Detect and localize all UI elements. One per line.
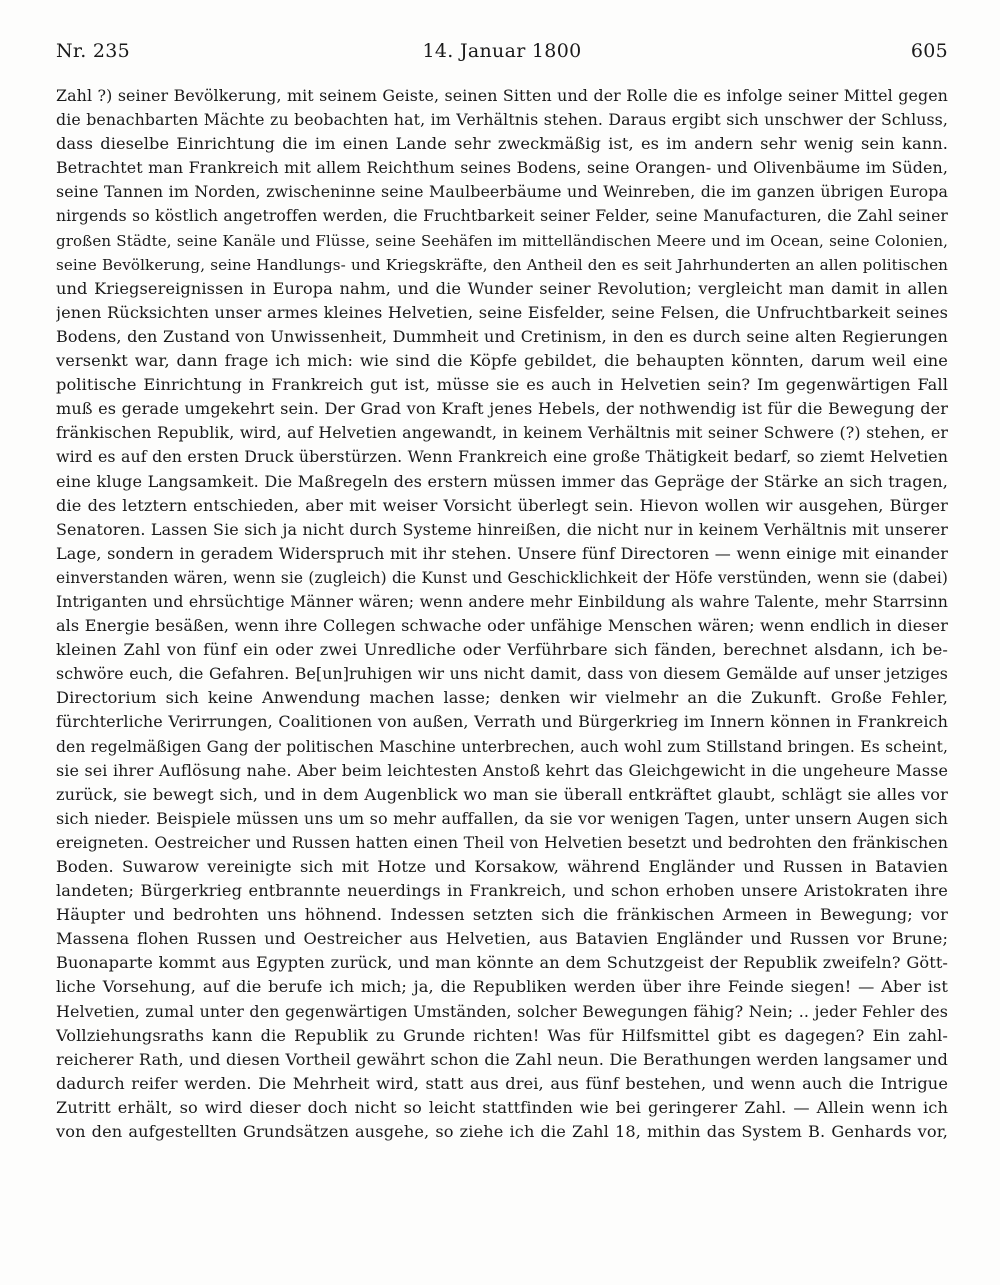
text-line: und Kriegsereignissen in Europa nahm, und die Wunder seiner Revolution; vergleicht man damit in allen bbox=[56, 278, 948, 298]
text-line: Bodens, den Zustand von Unwissenheit, Dummheit und Cretinism, in den es durch seine alten Regierungen bbox=[56, 326, 948, 346]
text-line: Boden. Suwarow vereinigte sich mit Hotze und Korsakow, während Engländer und Russen in Batavien bbox=[56, 857, 948, 876]
text-line: ereigneten. Oestreicher und Russen hatten einen Theil von Helvetien besetzt und bedrohten den fränkischen bbox=[56, 832, 948, 852]
text-line: sich nieder. Beispiele müssen uns um so mehr auffallen, da sie vor wenigen Tagen, unter unsern Augen sich bbox=[56, 808, 948, 828]
text-line: Lage, sondern in geradem Widerspruch mit ihr stehen. Unsere fünf Directoren — wenn einige mit einander bbox=[56, 543, 948, 563]
text-line: eine kluge Langsamkeit. Die Maßregeln des erstern müssen immer das Gepräge der Stärke an sich tragen, bbox=[56, 471, 948, 491]
text-line: sie sei ihrer Auflösung nahe. Aber beim leichtesten Anstoß kehrt das Gleichgewicht in die ungeheure Masse bbox=[56, 760, 948, 780]
text-line: Senatoren. Lassen Sie sich ja nicht durch Systeme hinreißen, die nicht nur in keinem Verhältnis mit unserer bbox=[56, 519, 948, 539]
text-line: Betrachtet man Frankreich mit allem Reichthum seines Bodens, seine Orangen- und Olivenbäume im Süden, bbox=[56, 158, 948, 178]
text-line: Häupter und bedrohten uns höhnend. Indessen setzten sich die fränkischen Armeen in Bewegung; vor bbox=[56, 905, 948, 925]
text-line: schwöre euch, die Gefahren. Be[un]ruhigen wir uns nicht damit, dass von diesem Gemälde auf unser jetziges bbox=[56, 664, 948, 684]
page-number: 605 bbox=[910, 40, 948, 62]
text-line: kleinen Zahl von fünf ein oder zwei Unredliche oder Verführbare sich fänden, berechnet alsdann, ich be- bbox=[56, 640, 948, 660]
text-line: großen Städte, seine Kanäle und Flüsse, seine Seehäfen im mittelländischen Meere und im Ocean, seine Colonien, bbox=[56, 231, 948, 250]
text-line: muß es gerade umgekehrt sein. Der Grad von Kraft jenes Hebels, der nothwendig ist für die Bewegung der bbox=[56, 399, 948, 419]
text-line: fränkischen Republik, wird, auf Helvetien angewandt, in keinem Verhältnis mit seiner Schwere (?) stehen, er bbox=[56, 423, 948, 443]
text-line: seine Tannen im Norden, zwischeninne seine Maulbeerbäume und Weinreben, die im ganzen übrigen Europa bbox=[56, 182, 948, 202]
text-line: die benachbarten Mächte zu beobachten hat, im Verhältnis stehen. Daraus ergibt sich unschwer der Schluss, bbox=[56, 110, 948, 130]
text-line: versenkt war, dann frage ich mich: wie sind die Köpfe gebildet, die behaupten könnten, darum weil eine bbox=[56, 351, 948, 371]
text-line: Directorium sich keine Anwendung machen lasse; denken wir vielmehr an die Zukunft. Große Fehler, bbox=[56, 688, 948, 708]
text-line: Zutritt erhält, so wird dieser doch nicht so leicht stattfinden wie bei geringerer Zahl. — Allein wenn ich bbox=[56, 1097, 948, 1117]
text-line: zurück, sie bewegt sich, und in dem Augenblick wo man sie überall entkräftet glaubt, schlägt sie alles vor bbox=[56, 784, 948, 804]
text-line: reicherer Rath, und diesen Vortheil gewährt schon die Zahl neun. Die Berathungen werden langsamer und bbox=[56, 1049, 948, 1069]
text-line: dass dieselbe Einrichtung die im einen Lande sehr zweckmäßig ist, es im andern sehr wenig sein kann. bbox=[56, 134, 948, 154]
text-line: Zahl ?) seiner Bevölkerung, mit seinem Geiste, seinen Sitten und der Rolle die es infolge seiner Mittel gegen bbox=[56, 86, 948, 105]
text-line: einverstanden wären, wenn sie (zugleich) die Kunst und Geschicklichkeit der Höfe verstünden, wenn sie (dabei) bbox=[56, 568, 948, 587]
text-line: Intriganten und ehrsüchtige Männer wären; wenn andere mehr Einbildung als wahre Talente, mehr Starrsinn bbox=[56, 591, 948, 611]
text-line: den regelmäßigen Gang der politischen Maschine unterbrechen, auch wohl zum Stillstand bringen. Es scheint, bbox=[56, 737, 948, 756]
text-line: fürchterliche Verirrungen, Coalitionen von außen, Verrath und Bürgerkrieg im Innern können in Frankreich bbox=[56, 712, 948, 732]
text-line: wird es auf den ersten Druck überstürzen. Wenn Frankreich eine große Thätigkeit bedarf, so ziemt Helvetien bbox=[56, 447, 948, 467]
text-line: als Energie besäßen, wenn ihre Collegen schwache oder unfähige Menschen wären; wenn endlich in dieser bbox=[56, 616, 948, 636]
text-line: politische Einrichtung in Frankreich gut ist, müsse sie es auch in Helvetien sein? Im gegenwärtigen Fall bbox=[56, 375, 948, 395]
body-text bbox=[56, 84, 948, 1144]
text-line: Helvetien, zumal unter den gegenwärtigen Umständen, solcher Bewegungen fähig? Nein; .. jeder Fehler des bbox=[56, 1001, 948, 1021]
text-line: Vollziehungsraths kann die Republik zu Grunde richten! Was für Hilfsmittel gibt es dagegen? Ein zahl- bbox=[56, 1025, 948, 1045]
text-line: von den aufgestellten Grundsätzen ausgehe, so ziehe ich die Zahl 18, mithin das System B. Genhards vor, bbox=[56, 1122, 948, 1142]
document-date: 14. Januar 1800 bbox=[422, 40, 582, 62]
page-header bbox=[56, 40, 948, 68]
text-line: nirgends so köstlich angetroffen werden, die Fruchtbarkeit seiner Felder, seine Manufacturen, die Zahl seiner bbox=[56, 206, 948, 226]
text-line: landeten; Bürgerkrieg entbrannte neuerdings in Frankreich, und schon erhoben unsere Aristokraten ihre bbox=[56, 881, 948, 901]
text-line: seine Bevölkerung, seine Handlungs- und Kriegskräfte, den Antheil den es seit Jahrhunderten an allen politischen bbox=[56, 255, 948, 274]
text-line: jenen Rücksichten unser armes kleines Helvetien, seine Eisfelder, seine Felsen, die Unfruchtbarkeit seines bbox=[56, 302, 948, 322]
text-line: Buonaparte kommt aus Egypten zurück, und man könnte an dem Schutzgeist der Republik zweifeln? Gött- bbox=[56, 953, 948, 973]
document-number: Nr. 235 bbox=[56, 40, 131, 62]
text-line: Massena flohen Russen und Oestreicher aus Helvetien, aus Batavien Engländer und Russen vor Brune; bbox=[56, 929, 948, 949]
text-line: dadurch reifer werden. Die Mehrheit wird, statt aus drei, aus fünf bestehen, und wenn auch die Intrigue bbox=[56, 1073, 948, 1093]
text-line: liche Vorsehung, auf die berufe ich mich; ja, die Republiken werden über ihre Feinde siegen! — Aber ist bbox=[56, 977, 948, 997]
text-line: die des letztern entschieden, aber mit weiser Vorsicht überlegt sein. Hievon wollen wir ausgehen, Bürger bbox=[56, 495, 948, 515]
